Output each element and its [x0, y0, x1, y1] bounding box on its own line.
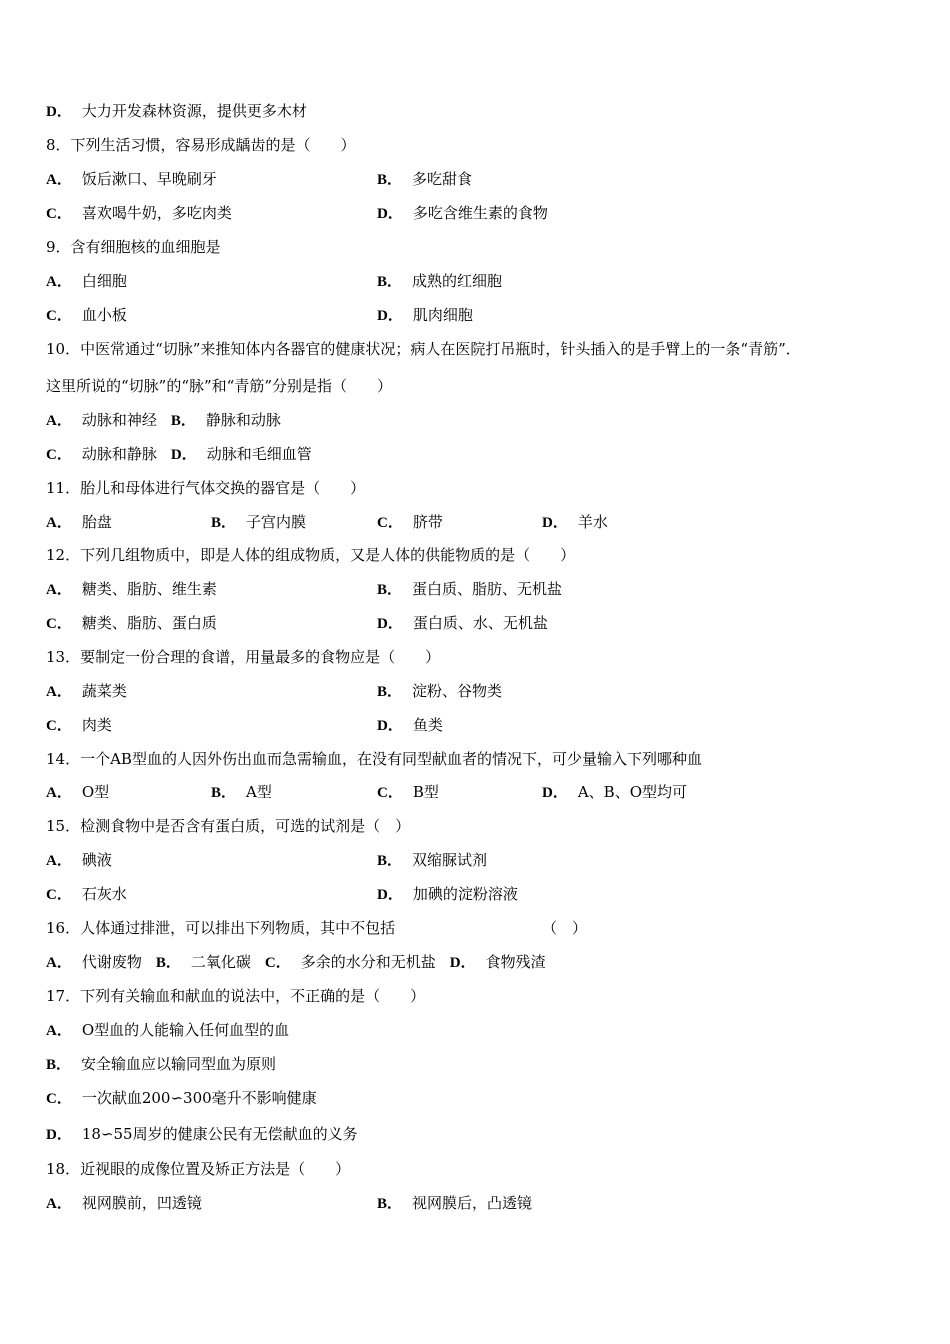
q8-stem: 8．下列生活习惯，容易形成龋齿的是（ ） — [46, 136, 356, 154]
q7-option-d: D． 大力开发森林资源，提供更多木材 — [46, 102, 307, 120]
q16-stem: 16．人体通过排泄，可以排出下列物质，其中不包括 — [46, 919, 396, 937]
q10-stem-line2: 这里所说的“切脉”的“脉”和“青筋”分别是指（ ） — [46, 377, 393, 395]
q11-option-c: C． 脐带 — [377, 513, 443, 531]
q14-option-b: B． A型 — [211, 783, 272, 801]
q10-stem-line1: 10．中医常通过“切脉”来推知体内各器官的健康状况；病人在医院打吊瓶时，针头插入的是手臂上的一条“青筋”． — [46, 340, 801, 358]
q10-option-a: A． 动脉和神经 — [46, 411, 157, 429]
q16-option-d: D． 食物残渣 — [449, 953, 546, 971]
q17-option-b: B． 安全输血应以输同型血为原则 — [46, 1055, 277, 1073]
q9-option-d: D． 肌肉细胞 — [377, 306, 473, 324]
q13-option-a: A． 蔬菜类 — [46, 682, 127, 700]
q16-option-b: B． 二氧化碳 — [155, 953, 251, 971]
q10-options-ab — [46, 410, 281, 431]
q13-stem: 13．要制定一份合理的食谱，用量最多的食物应是（ ） — [46, 648, 441, 666]
q18-stem: 18．近视眼的成像位置及矫正方法是（ ） — [46, 1160, 351, 1178]
q10-option-d: D． 动脉和毛细血管 — [170, 445, 312, 463]
q17-stem: 17．下列有关输血和献血的说法中，不正确的是（ ） — [46, 987, 426, 1005]
q9-option-b: B． 成熟的红细胞 — [377, 272, 503, 290]
q15-option-a: A． 碘液 — [46, 851, 112, 869]
q17-option-d: D． 18∽55周岁的健康公民有无偿献血的义务 — [46, 1125, 358, 1143]
q15-option-d: D． 加碘的淀粉溶液 — [377, 885, 518, 903]
q14-option-c: C． B型 — [377, 783, 439, 801]
q12-option-c: C． 糖类、脂肪、蛋白质 — [46, 614, 217, 632]
q12-option-d: D． 蛋白质、水、无机盐 — [377, 614, 548, 632]
q16-option-a: A． 代谢废物 — [46, 953, 142, 971]
q18-option-a: A． 视网膜前，凹透镜 — [46, 1194, 202, 1212]
q16-option-c: C． 多余的水分和无机盐 — [264, 953, 436, 971]
q14-option-d: D． A、B、O型均可 — [542, 783, 687, 801]
q8-option-c: C． 喜欢喝牛奶，多吃肉类 — [46, 204, 232, 222]
q10-option-c: C． 动脉和静脉 — [46, 445, 157, 463]
q8-option-d: D． 多吃含维生素的食物 — [377, 204, 548, 222]
q12-option-a: A． 糖类、脂肪、维生素 — [46, 580, 217, 598]
q12-option-b: B． 蛋白质、脂肪、无机盐 — [377, 580, 563, 598]
q9-stem: 9．含有细胞核的血细胞是 — [46, 238, 221, 256]
q13-option-b: B． 淀粉、谷物类 — [377, 682, 503, 700]
q13-option-d: D． 鱼类 — [377, 716, 443, 734]
q17-option-a: A． O型血的人能输入任何血型的血 — [46, 1021, 290, 1039]
q9-option-c: C． 血小板 — [46, 306, 127, 324]
q11-option-b: B． 子宫内膜 — [211, 513, 307, 531]
q14-option-a: A． O型 — [46, 783, 110, 801]
q15-option-b: B． 双缩脲试剂 — [377, 851, 488, 869]
q18-option-b: B． 视网膜后，凸透镜 — [377, 1194, 533, 1212]
q10-options-cd — [46, 444, 312, 465]
q12-stem: 12．下列几组物质中，即是人体的组成物质，又是人体的供能物质的是（ ） — [46, 546, 576, 564]
q15-stem: 15．检测食物中是否含有蛋白质，可选的试剂是（ ） — [46, 817, 411, 835]
q8-option-b: B． 多吃甜食 — [377, 170, 473, 188]
q11-option-d: D． 羊水 — [542, 513, 608, 531]
q10-option-b: B． 静脉和动脉 — [170, 411, 281, 429]
q15-option-c: C． 石灰水 — [46, 885, 127, 903]
q8-option-a: A． 饭后漱口、早晚刷牙 — [46, 170, 217, 188]
q11-stem: 11．胎儿和母体进行气体交换的器官是（ ） — [46, 479, 366, 497]
q11-option-a: A． 胎盘 — [46, 513, 112, 531]
q14-stem: 14．一个AB型血的人因外伤出血而急需输血，在没有同型献血者的情况下，可少量输入下列哪种血 — [46, 750, 702, 768]
q9-option-a: A． 白细胞 — [46, 272, 127, 290]
q13-option-c: C． 肉类 — [46, 716, 112, 734]
q17-option-c: C． 一次献血200∽300毫升不影响健康 — [46, 1089, 317, 1107]
q16-options — [46, 952, 546, 973]
q16-answer-paren: （ ） — [542, 919, 588, 937]
